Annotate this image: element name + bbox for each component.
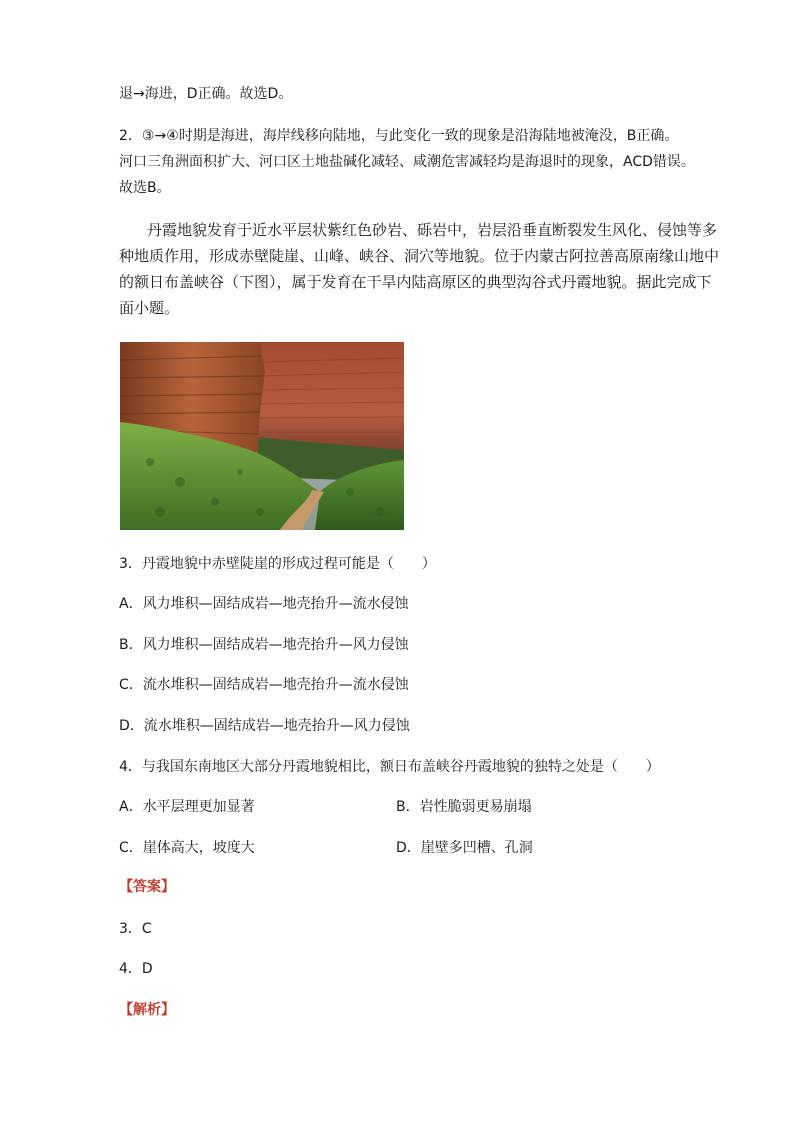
q3-option-a: A．风力堆积—固结成岩—地壳抬升—流水侵蚀 [119, 596, 409, 612]
q4-option-a: A．水平层理更加显著 [119, 799, 255, 815]
passage-line-3: 的额日布盖峡谷（下图），属于发育在干旱内陆高原区的典型沟谷式丹霞地貌。据此完成下 [119, 273, 712, 291]
answer-q4: 4．D [119, 961, 153, 977]
analysis-heading: 【解析】 [119, 1002, 175, 1018]
canyon-photo [120, 342, 404, 530]
q3-option-d: D．流水堆积—固结成岩—地壳抬升—风力侵蚀 [119, 718, 410, 734]
q2-solution-line-3: 故选B。 [119, 180, 171, 196]
q2-solution-line-2: 河口三角洲面积扩大、河口区土地盐碱化减轻、咸潮危害减轻均是海退时的现象，ACD错误。 [119, 154, 695, 170]
answer-q3: 3．C [119, 921, 152, 937]
q2-solution-line-1: 2．③→④时期是海进，海岸线移向陆地，与此变化一致的现象是沿海陆地被淹没，B正确。 [119, 128, 679, 144]
passage-line-1: 丹霞地貌发育于近水平层状紫红色砂岩、砾岩中，岩层沿垂直断裂发生风化、侵蚀等多 [147, 221, 718, 239]
q4-stem: 4．与我国东南地区大部分丹霞地貌相比，额日布盖峡谷丹霞地貌的独特之处是（ ） [119, 759, 660, 775]
q3-stem: 3．丹霞地貌中赤壁陡崖的形成过程可能是（ ） [119, 556, 436, 572]
q3-option-b: B．风力堆积—固结成岩—地壳抬升—风力侵蚀 [119, 637, 409, 653]
passage-line-2: 种地质作用，形成赤壁陡崖、山峰、峡谷、洞穴等地貌。位于内蒙古阿拉善高原南缘山地中 [119, 247, 720, 265]
q3-option-c: C．流水堆积—固结成岩—地壳抬升—流水侵蚀 [119, 677, 409, 693]
answer-heading: 【答案】 [119, 879, 175, 895]
passage-line-4: 面小题。 [119, 299, 180, 317]
q4-option-d: D．崖壁多凹槽、孔洞 [396, 840, 533, 856]
prev-solution-line: 退→海进，D正确。故选D。 [119, 86, 293, 102]
q4-option-c: C．崖体高大，坡度大 [119, 840, 255, 856]
q4-option-b: B．岩性脆弱更易崩塌 [396, 799, 532, 815]
